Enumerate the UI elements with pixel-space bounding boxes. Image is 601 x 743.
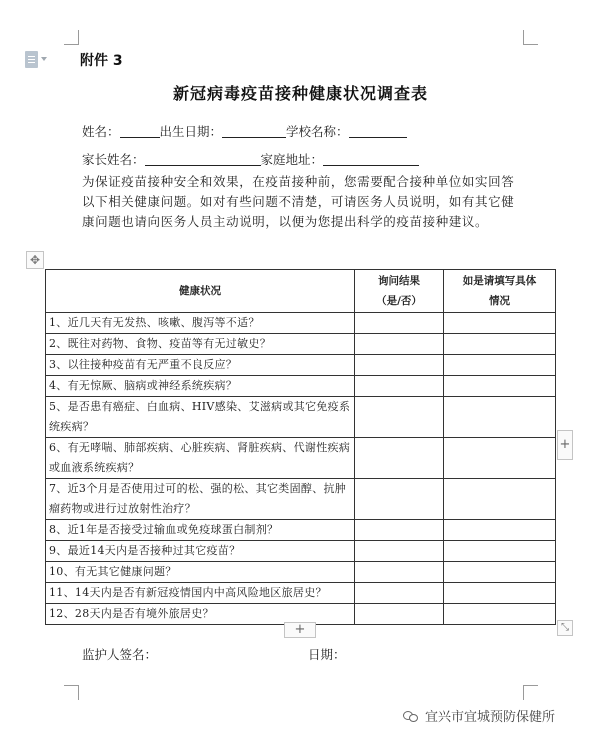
table-header-row xyxy=(46,270,556,313)
answer-cell[interactable] xyxy=(355,438,444,479)
answer-cell[interactable] xyxy=(355,355,444,376)
watermark-text: 宜兴市宜城预防保健所 xyxy=(425,710,556,725)
answer-cell[interactable] xyxy=(355,479,444,520)
intro-paragraph: 为保证疫苗接种安全和效果，在疫苗接种前，您需要配合接种单位如实回答以下相关健康问题。如对有些问题不清楚，可请医务人员说明，如有其它健康问题也请向医务人员主动说明，以便为您提出科学的疫苗接种建议。 xyxy=(82,174,515,229)
detail-cell[interactable] xyxy=(444,355,556,376)
answer-cell[interactable] xyxy=(355,541,444,562)
table-row xyxy=(46,334,556,355)
question-text: 5、是否患有癌症、白血病、HIV感染、艾滋病或其它免疫系统疾病？ xyxy=(46,397,355,438)
attachment-label: 附件 3 xyxy=(80,53,123,69)
question-text: 8、近1年是否接受过输血或免疫球蛋白制剂？ xyxy=(46,520,355,541)
detail-cell[interactable] xyxy=(444,334,556,355)
parent-info-row xyxy=(82,150,419,168)
table-row xyxy=(46,438,556,479)
answer-cell[interactable] xyxy=(355,583,444,604)
table-row xyxy=(46,313,556,334)
table-move-icon[interactable]: ✥ xyxy=(26,251,44,269)
header-answer-line2: （是/否） xyxy=(376,295,422,307)
question-text: 7、近3个月是否使用过可的松、强的松、其它类固醇、抗肿瘤药物或进行过放射性治疗？ xyxy=(46,479,355,520)
answer-cell[interactable] xyxy=(355,376,444,397)
crop-mark-top-right xyxy=(523,30,538,45)
detail-cell[interactable] xyxy=(444,438,556,479)
answer-cell[interactable] xyxy=(355,604,444,625)
table-row xyxy=(46,479,556,520)
detail-cell[interactable] xyxy=(444,479,556,520)
table-row xyxy=(46,376,556,397)
table-row xyxy=(46,355,556,376)
crop-mark-bottom-left xyxy=(64,685,79,700)
header-condition: 健康状况 xyxy=(46,270,355,313)
page-title: 新冠病毒疫苗接种健康状况调查表 xyxy=(172,84,428,103)
health-survey-table xyxy=(45,269,556,625)
caret-down-icon xyxy=(41,57,47,61)
question-text: 2、既往对药物、食物、疫苗等有无过敏史？ xyxy=(46,334,355,355)
question-text: 3、以往接种疫苗有无严重不良反应？ xyxy=(46,355,355,376)
detail-cell[interactable] xyxy=(444,397,556,438)
guardian-signature-label: 监护人签名： xyxy=(82,647,158,662)
answer-cell[interactable] xyxy=(355,520,444,541)
question-text: 12、28天内是否有境外旅居史？ xyxy=(46,604,355,625)
document-menu-icon[interactable] xyxy=(25,49,55,69)
question-text: 9、最近14天内是否接种过其它疫苗？ xyxy=(46,541,355,562)
question-text: 4、有无惊厥、脑病或神经系统疾病？ xyxy=(46,376,355,397)
add-column-icon[interactable]: + xyxy=(557,430,573,460)
crop-mark-top-left xyxy=(64,30,79,45)
document-icon xyxy=(25,51,38,68)
answer-cell[interactable] xyxy=(355,397,444,438)
table-resize-icon[interactable]: ⤡ xyxy=(557,620,573,636)
school-field[interactable] xyxy=(349,124,407,138)
header-detail-line1: 如是请填写具体 xyxy=(462,275,537,287)
detail-cell[interactable] xyxy=(444,541,556,562)
address-field[interactable] xyxy=(323,152,419,166)
student-info-row xyxy=(82,122,407,140)
detail-cell[interactable] xyxy=(444,562,556,583)
detail-cell[interactable] xyxy=(444,376,556,397)
question-text: 11、14天内是否有新冠疫情国内中高风险地区旅居史？ xyxy=(46,583,355,604)
header-answer xyxy=(355,270,444,313)
table-row xyxy=(46,562,556,583)
question-text: 6、有无哮喘、肺部疾病、心脏疾病、肾脏疾病、代谢性疾病或血液系统疾病？ xyxy=(46,438,355,479)
birth-date-field[interactable] xyxy=(222,124,286,138)
date-label: 日期： xyxy=(308,647,346,662)
header-detail xyxy=(444,270,556,313)
question-text: 10、有无其它健康问题？ xyxy=(46,562,355,583)
school-label: 学校名称： xyxy=(286,124,349,139)
parent-name-field[interactable] xyxy=(145,152,261,166)
detail-cell[interactable] xyxy=(444,604,556,625)
birth-date-label: 出生日期： xyxy=(159,124,223,139)
table-row xyxy=(46,520,556,541)
header-answer-line1: 询问结果 xyxy=(378,275,420,287)
table-row xyxy=(46,397,556,438)
answer-cell[interactable] xyxy=(355,334,444,355)
table-row xyxy=(46,583,556,604)
crop-mark-bottom-right xyxy=(523,685,538,700)
table-row xyxy=(46,541,556,562)
question-text: 1、近几天有无发热、咳嗽、腹泻等不适？ xyxy=(46,313,355,334)
detail-cell[interactable] xyxy=(444,583,556,604)
wechat-icon xyxy=(403,710,419,722)
watermark xyxy=(403,706,555,725)
header-detail-line2: 情况 xyxy=(489,295,510,307)
name-field[interactable] xyxy=(120,124,160,138)
answer-cell[interactable] xyxy=(355,562,444,583)
parent-name-label: 家长姓名： xyxy=(82,152,145,167)
detail-cell[interactable] xyxy=(444,313,556,334)
detail-cell[interactable] xyxy=(444,520,556,541)
add-row-icon[interactable]: + xyxy=(284,622,316,638)
name-label: 姓名： xyxy=(82,124,120,139)
address-label: 家庭地址： xyxy=(260,152,324,167)
answer-cell[interactable] xyxy=(355,313,444,334)
